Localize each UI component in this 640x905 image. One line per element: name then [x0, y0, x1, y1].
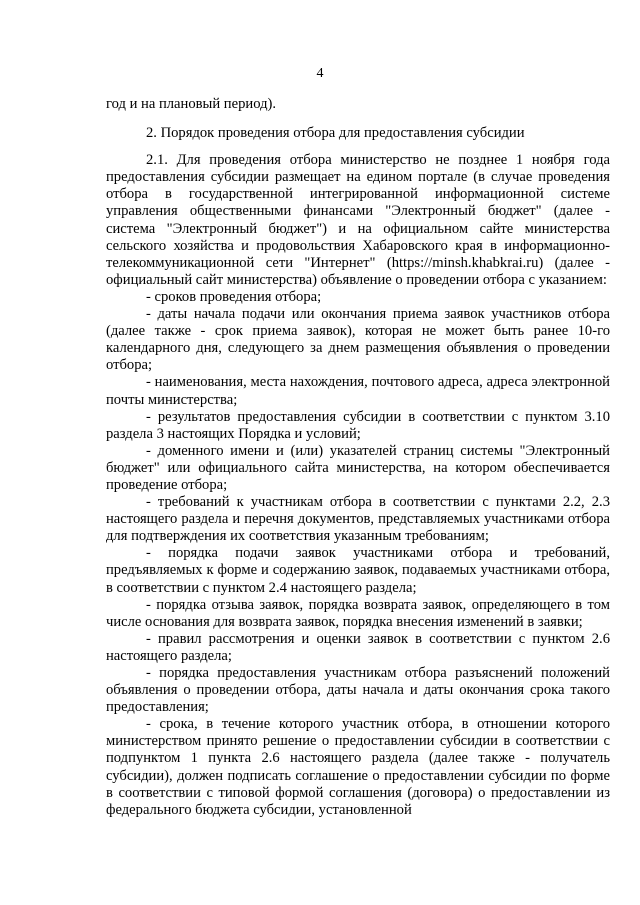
section-heading: 2. Порядок проведения отбора для предоставления субсидии [146, 125, 525, 142]
list-item: - порядка отзыва заявок, порядка возврата заявок, определяющего в том числе основания для возврата заявок, порядка внесения изменений в заявки; [106, 596, 610, 630]
paragraph-2-1: 2.1. Для проведения отбора министерство не позднее 1 ноября года предоставления субсидии размещает на едином портале (в случае проведения отбора в государственной интегрированной информационной системе управления общественными финансами "Электронный бюджет" (далее - система "Электронный бюджет") и на официальном сайте министерства сельского хозяйства и продовольствия Хабаровского края в информационно-телекоммуникационной сети "Интернет" (https://minsh.khabkrai.ru) (далее - официальный сайт министерства) объявление о проведении отбора с указанием: [106, 152, 610, 288]
lead-line: год и на плановый период). [106, 96, 277, 112]
list-item: - требований к участникам отбора в соответствии с пунктами 2.2, 2.3 настоящего раздела и перечня документов, представляемых участниками отбора для подтверждения их соответствия указанным требованиям; [106, 494, 610, 545]
list-item: - срока, в течение которого участник отбора, в отношении которого министерством принято решение о предоставлении субсидии в соответствии с подпунктом 1 пункта 2.6 настоящего раздела (далее также - получатель субсидии), должен подписать соглашение о предоставлении субсидии по форме в соответствии с типовой формой соглашения (договора) о предоставлении из федерального бюджета субсидии, установленной [106, 716, 610, 818]
page-number: 4 [316, 66, 324, 81]
list-item: - порядка подачи заявок участниками отбора и требований, предъявляемых к форме и содержанию заявок, подаваемых участниками отбора, в соответствии с пунктом 2.4 настоящего раздела; [106, 545, 610, 596]
document-body [106, 96, 610, 819]
list-item: - порядка предоставления участникам отбора разъяснений положений объявления о проведении отбора, даты начала и даты окончания срока такого предоставления; [106, 665, 610, 716]
list-item: - даты начала подачи или окончания приема заявок участников отбора (далее также - срок приема заявок), которая не может быть ранее 10-го календарного дня, следующего за днем размещения объявления о проведении отбора; [106, 306, 610, 374]
list-item: - сроков проведения отбора; [146, 288, 322, 305]
list-item: - доменного имени и (или) указателей страниц системы "Электронный бюджет" или официального сайта министерства, на котором обеспечивается проведение отбора; [106, 442, 610, 493]
list-item: - правил рассмотрения и оценки заявок в соответствии с пунктом 2.6 настоящего раздела; [106, 630, 610, 664]
list-item: - результатов предоставления субсидии в соответствии с пунктом 3.10 раздела 3 настоящих Порядка и условий; [106, 408, 610, 442]
list-item: - наименования, места нахождения, почтового адреса, адреса электронной почты министерства; [106, 374, 610, 408]
